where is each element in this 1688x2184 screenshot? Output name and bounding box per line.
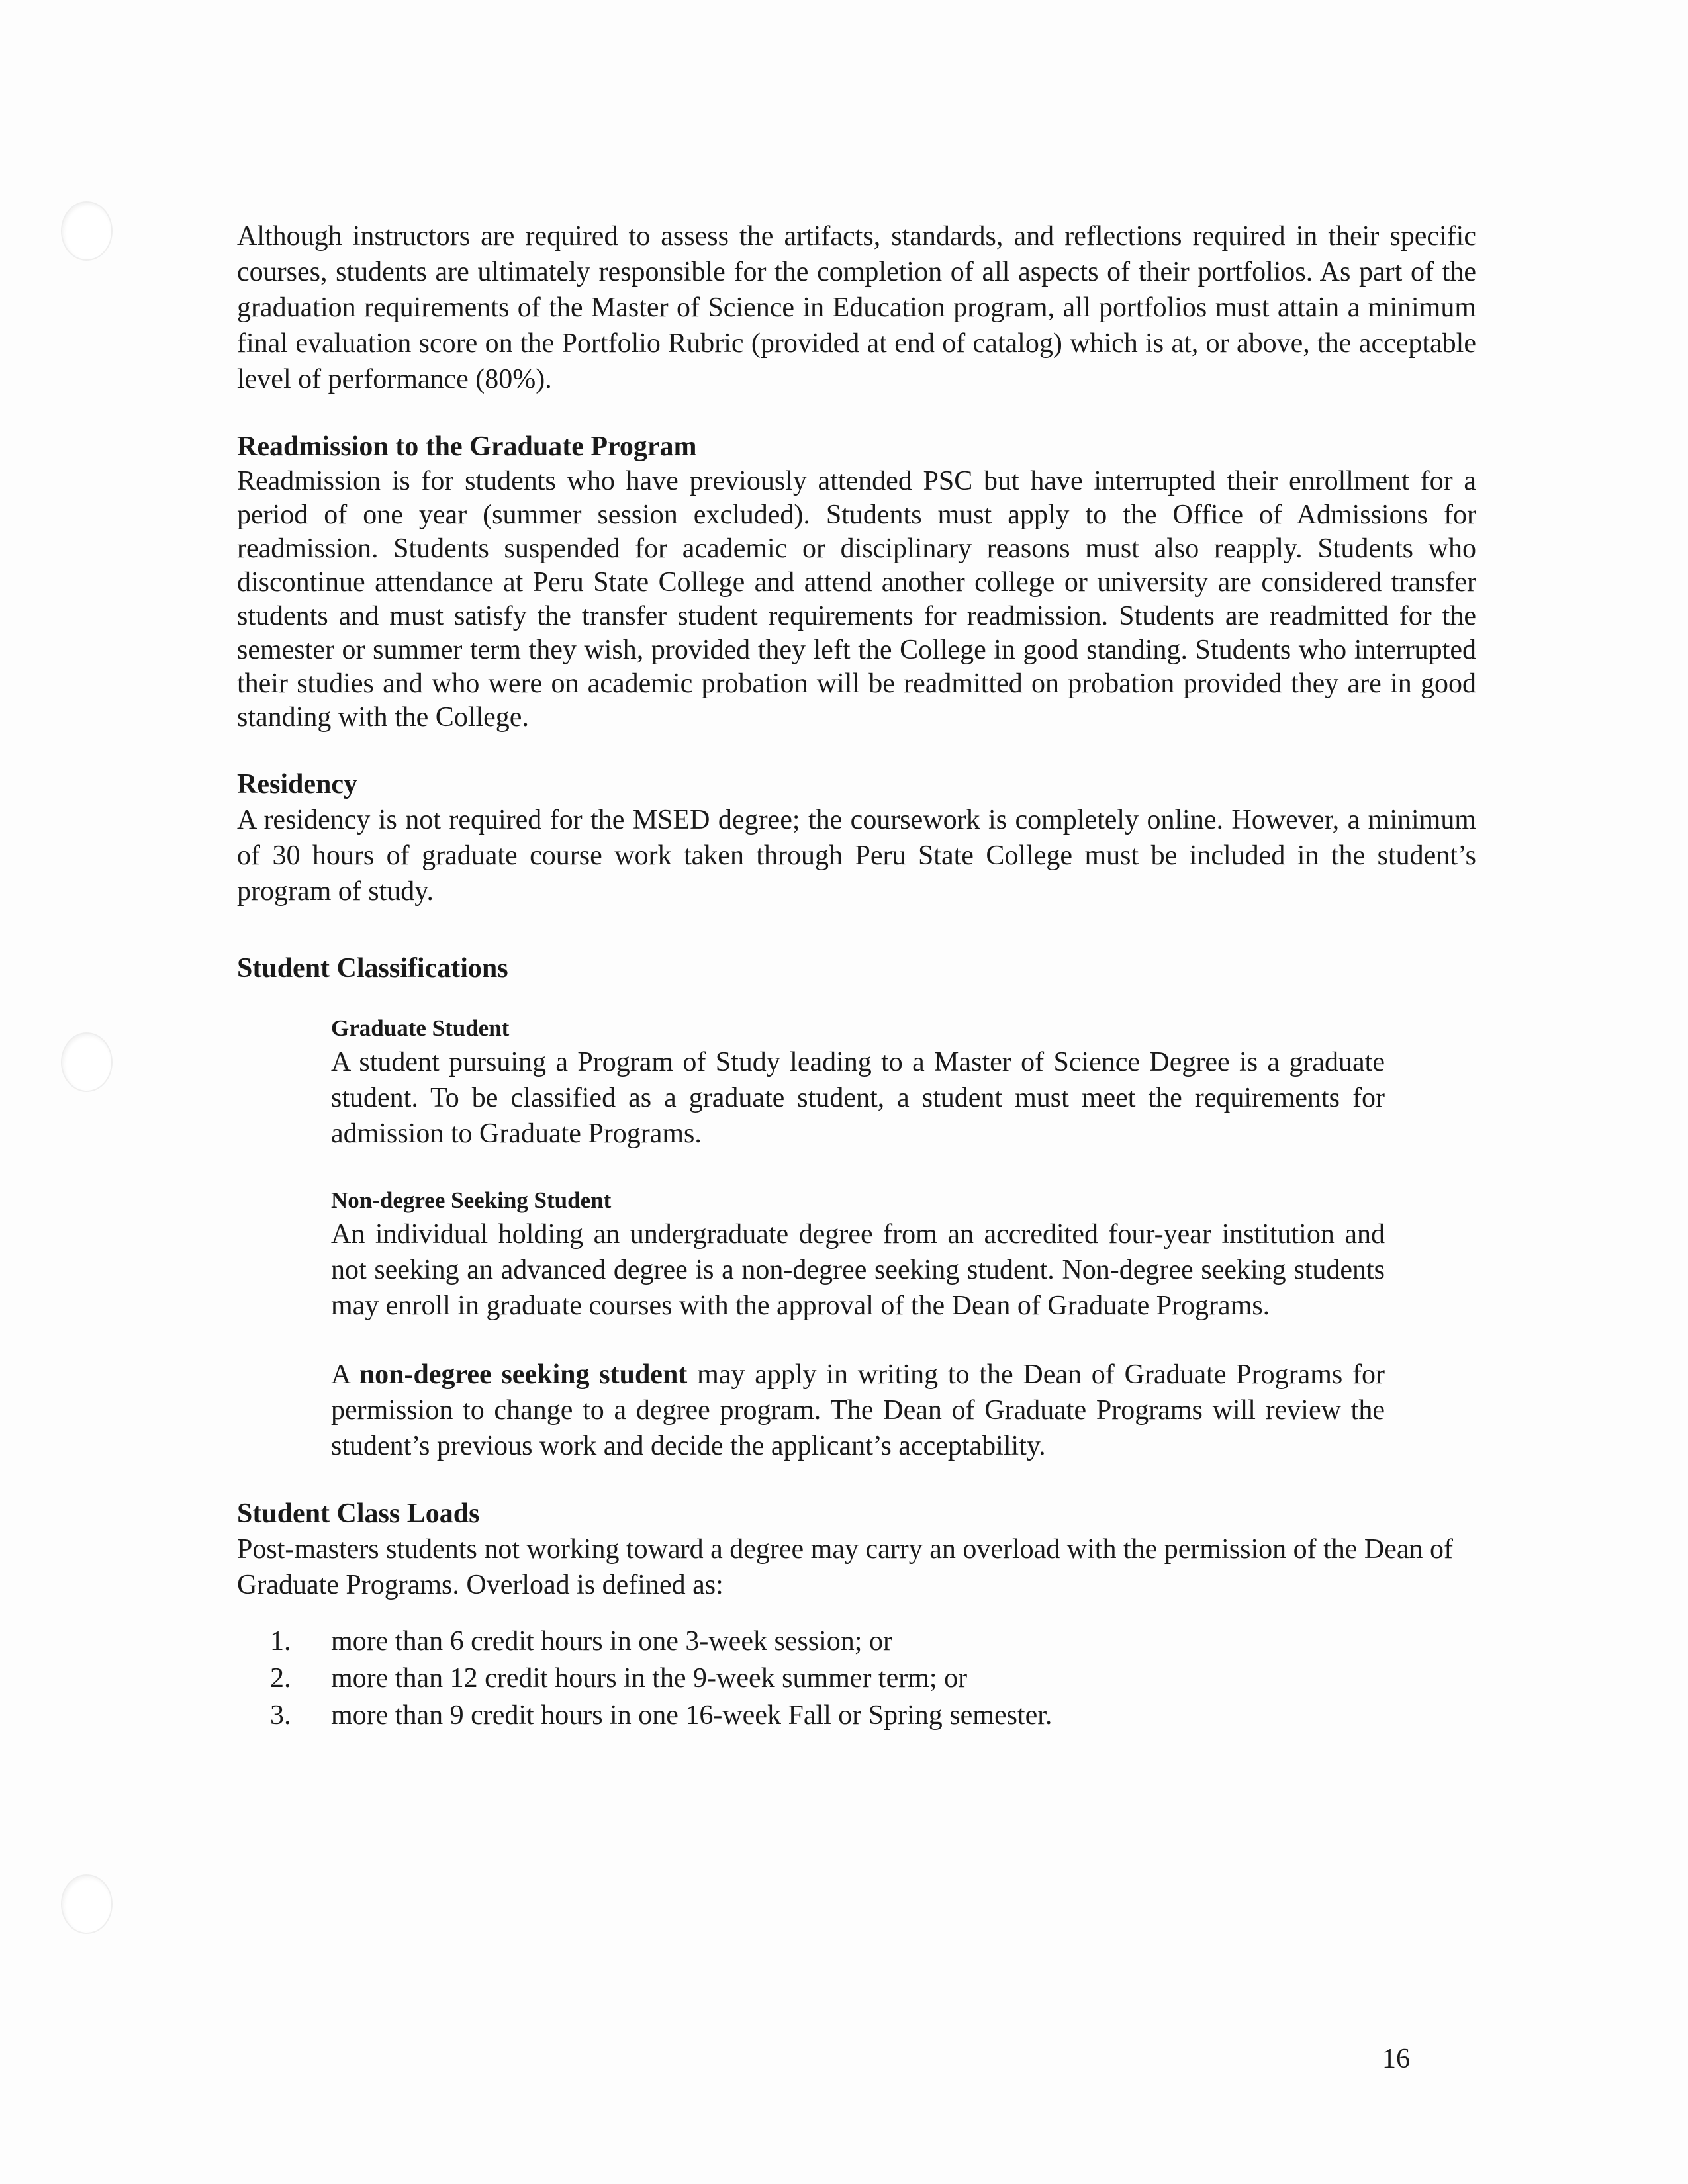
list-item-number: 3.	[270, 1700, 291, 1731]
list-item	[237, 1697, 1476, 1734]
graduate-student-block	[331, 1013, 1385, 1464]
list-item-text: more than 6 credit hours in one 3-week session; or	[331, 1626, 892, 1657]
page-number: 16	[1382, 2044, 1410, 2074]
overload-list	[237, 1623, 1476, 1734]
graduate-student-paragraph: A student pursuing a Program of Study leading to a Master of Science Degree is a graduate student. To be classified as a graduate student, a student must meet the requirements for admission to Graduate Programs.	[331, 1047, 1385, 1149]
list-item	[237, 1660, 1476, 1697]
section-heading-residency: Residency	[237, 769, 357, 799]
list-item-number: 2.	[270, 1663, 291, 1694]
list-item	[237, 1623, 1476, 1660]
class-loads-paragraph: Post-masters students not working toward a degree may carry an overload with the permission of the Dean of Graduate Programs. Overload is defined as:	[237, 1534, 1454, 1600]
list-item-number: 1.	[270, 1626, 291, 1657]
subheading-non-degree-seeking-student: Non-degree Seeking Student	[331, 1187, 612, 1213]
list-item-text: more than 9 credit hours in one 16-week Fall or Spring semester.	[331, 1700, 1053, 1731]
section-heading-readmission: Readmission to the Graduate Program	[237, 432, 697, 462]
readmission-paragraph: Readmission is for students who have previously attended PSC but have interrupted their enrollment for a period of one year (summer session excluded). Students must apply to the Office of Admissions for readmission. Students suspended for academic or disciplinary reasons must also reapply. Students who discontinue attendance at Peru State College and attend another college or university are considered transfer students and must satisfy the transfer student requirements for readmission. Students are readmitted for the semester or summer term they wish, provided they left the College in good standing. Students who interrupted their studies and who were on academic probation will be readmitted on probation provided they are in good standing with the College.	[237, 466, 1476, 733]
residency-paragraph: A residency is not required for the MSED degree; the coursework is completely online. However, a minimum of 30 hours of graduate course work taken through Peru State College must be included in the student’s program of study.	[237, 805, 1476, 907]
intro-paragraph: Although instructors are required to assess the artifacts, standards, and reflections required in their specific courses, students are ultimately responsible for the completion of all aspects of their portfolios. As part of the graduation requirements of the Master of Science in Education program, all portfolios must attain a minimum final evaluation score on the Portfolio Rubric (provided at end of catalog) which is at, or above, the acceptable level of performance (80%).	[237, 221, 1476, 394]
change-rest-text: may apply in writing to the Dean of Graduate Programs for permission to change to a degree program. The Dean of Graduate Programs will review the student’s previous work and decide the applicant’s acceptability.	[331, 1359, 1385, 1461]
non-degree-bold-term: non-degree seeking student	[359, 1359, 688, 1390]
subheading-graduate-student: Graduate Student	[331, 1015, 510, 1041]
binder-punch-hole	[61, 1874, 113, 1934]
change-prefix-text: A	[331, 1359, 359, 1390]
non-degree-paragraph: An individual holding an undergraduate degree from an accredited four-year institution and not seeking an advanced degree is a non-degree seeking student. Non-degree seeking students may enroll in graduate courses with the approval of the Dean of Graduate Programs.	[331, 1219, 1385, 1321]
non-degree-change-paragraph	[331, 1357, 1385, 1464]
binder-punch-hole	[61, 1032, 113, 1092]
section-heading-student-class-loads: Student Class Loads	[237, 1498, 480, 1529]
list-item-text: more than 12 credit hours in the 9-week summer term; or	[331, 1663, 968, 1694]
page-content	[237, 218, 1476, 1734]
binder-punch-hole	[61, 201, 113, 261]
section-heading-student-classifications: Student Classifications	[237, 953, 508, 983]
